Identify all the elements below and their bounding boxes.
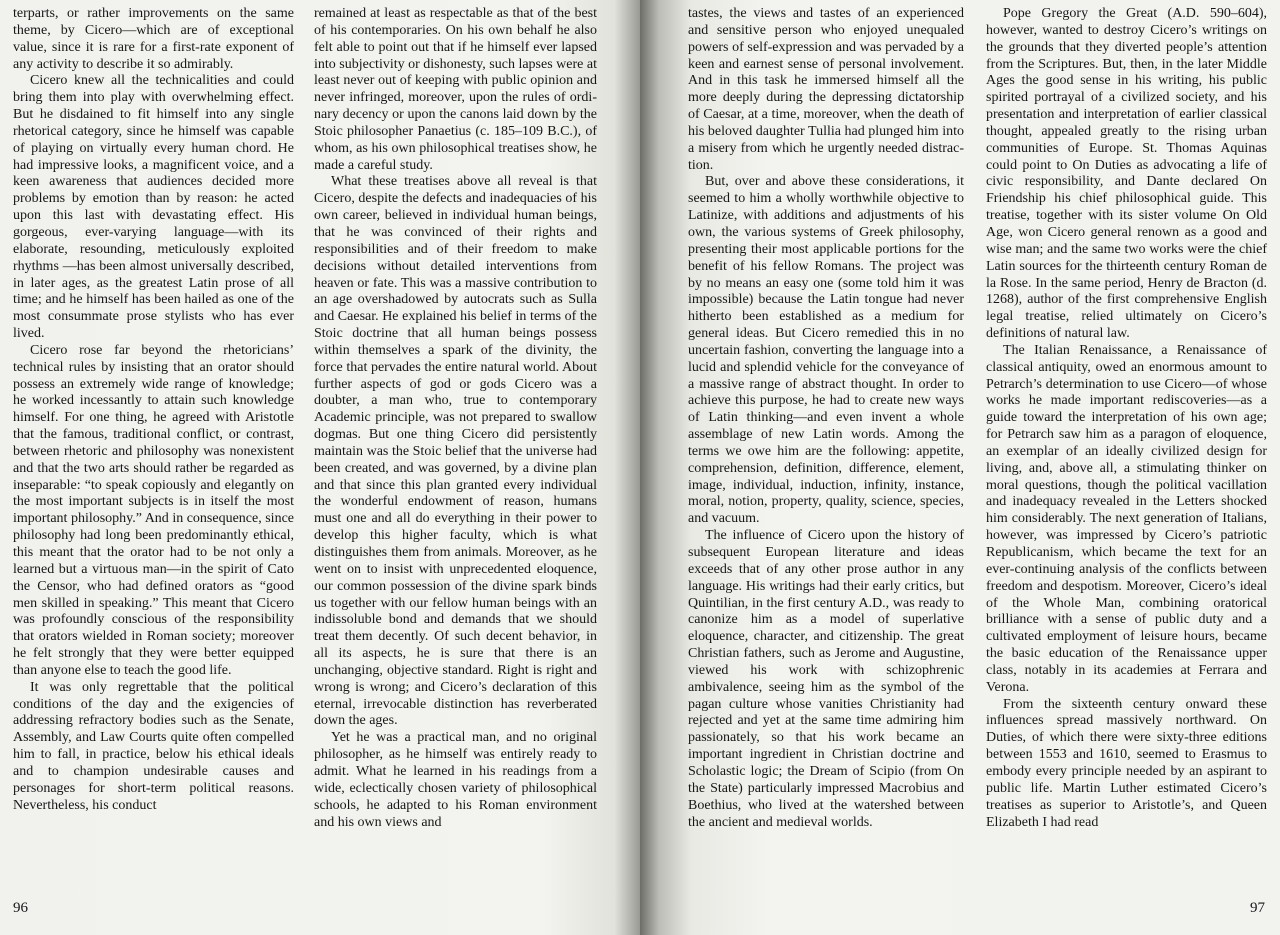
right-page-column-3 [688,6,964,831]
page-number-left: 96 [13,900,28,916]
paragraph: remained at least as respectable as that of the best of his contemporaries. On his own behalf he also felt able to point out that if he himself ever lapsed into subjectivity or dishonesty, such lapses were at least never out of keeping with public opinion and never infringed, moreover, upon the rules of ordinary decency or upon the canons laid down by the Stoic philosopher Panaetius (c. 185–109 B.C.), of whom, as his own philosophical treatises show, he made a careful study. [314,6,597,173]
page-number-right: 97 [1250,900,1265,916]
paragraph: The Italian Renaissance, a Renaissance of classical antiquity, owed an enormous amount to Petrarch’s determination to use Cicero—of whose works he made important rediscoveries—as a guide toward the interpretation of his own age; for Petrarch saw him as a paragon of eloquence, an exemplar of an ideally civilized design for living, and, above all, a stimulating thinker on moral questions, though the political vacillation and inadequacy revealed in the Letters shocked him considerably. The next generation of Italians, however, was impressed by Cicero’s patriotic Republicanism, which became the text for an ever-continuing analysis of the conflicts between freedom and despotism. Moreover, Cicero’s ideal of the Whole Man, combining oratorical brilliance with a sense of public duty and a cultivated employment of leisure hours, became the basic education of the Renaissance upper class, notably in its academies at Ferrara and Verona. [986,342,1267,695]
paragraph: tastes, the views and tastes of an experienced and sensitive person who enjoyed unequaled powers of self-expression and was pervaded by a keen and earnest sense of personal involvement. And in this task he immersed himself all the more deeply during the depressing dictatorship of Caesar, at a time, moreover, when the death of his beloved daughter Tullia had plunged him into a misery from which he urgently needed distraction. [688,6,964,173]
paragraph: The influence of Cicero upon the history of subsequent European literature and ideas exceeds that of any other prose author in any language. His writings had their early critics, but Quintilian, in the first century A.D., was ready to canonize him as a model of superlative eloquence, character, and citizenship. The great Christian fathers, such as Jerome and Augustine, viewed his work with schizophrenic ambivalence, seeing him as the symbol of the pagan culture whose vanities Christianity had rejected and yet at the same time admiring him passionately, so that his work became an important ingredient in Christian doctrine and Scholastic logic; the Dream of Scipio (from On the State) particularly impressed Macrobius and Boethius, who lived at the watershed between the ancient and medieval worlds. [688,528,964,830]
paragraph: Cicero rose far beyond the rhetoricians’ technical rules by insisting that an orator should possess an extremely wide range of knowledge; he worked incessantly to attain such knowledge himself. For one thing, he agreed with Aristotle that the famous, traditional conflict, or contrast, between rhetoric and philosophy was nonexistent and that the two arts should rather be regarded as inseparable: “to speak copiously and elegantly on the most important subjects is in itself the most important philosophy.” And in consequence, since philosophy had long been predominantly ethical, this meant that the orator had to be not only a learned but a virtuous man—in the spirit of Cato the Censor, who had defined orators as “good men skilled in speaking.” This meant that Cicero was profoundly conscious of the responsibility that orators wielded in Roman society; moreover he felt strongly that they were better equipped than anyone else to teach the good life. [13,342,294,678]
paragraph: What these treatises above all reveal is that Cicero, despite the defects and inadequacies of his own career, believed in individual human beings, that he was convinced of their rights and responsibilities and of their freedom to make decisions without detailed interventions from heaven or fate. This was a massive contribution to an age overshadowed by autocrats such as Sulla and Caesar. He explained his belief in terms of the Stoic doctrine that all human beings possess within themselves a spark of the divinity, the force that pervades the entire natural world. About further aspects of god or gods Cicero was a doubter, a man who, true to contemporary Academic principle, was not prepared to swallow dogmas. But one thing Cicero did persistently maintain was the Stoic belief that the universe had been created, and was governed, by a divine plan and that since this plan granted every individual the wonderful endowment of reason, humans must one and all do everything in their power to develop this higher faculty, which is what distinguishes them from animals. Moreover, as he went on to insist with unprecedented eloquence, our common possession of the divine spark binds us together with our fellow human beings with an indissoluble bond and demands that we should treat them decently. Of such decent behavior, in all its aspects, he is sure that there is an unchanging, objective standard. Right is right and wrong is wrong; and Cicero’s declaration of this eternal, irrevocable distinction has reverberated down the ages. [314,174,597,729]
paragraph: Cicero knew all the technicalities and could bring them into play with overwhelming effect. But he disdained to fit himself into any single rhetorical category, since he himself was capable of playing on virtually every human chord. He had impressive looks, a magnificent voice, and a keen awareness that audiences decided more problems by emotion than by reason: he acted upon this last with devastating effect. His gorgeous, ever-varying language—with its elaborate, resounding, meticulously exploited rhythms —has been almost universally described, in later ages, as the greatest Latin prose of all time; and he himself has been hailed as one of the most consummate prose stylists who has ever lived. [13,73,294,342]
paragraph: But, over and above these considerations, it seemed to him a wholly worthwhile objective to Latinize, with additions and adjustments of his own, the various systems of Greek philosophy, presenting their most applicable portions for the benefit of his fellow Romans. The project was by no means an easy one (some told him it was impossible) because the Latin tongue had never hitherto been established as a medium for general ideas. But Cicero remedied this in no uncertain fashion, converting the language into a lucid and splendid vehicle for the conveyance of a massive range of abstract thought. In order to achieve this purpose, he had to create new ways of Latin thinking—and even invent a whole assemblage of new Latin words. Among the terms we owe him are the following: appetite, comprehension, definition, difference, element, image, individual, induction, infinity, instance, moral, notion, property, quality, science, species, and vacuum. [688,174,964,527]
paragraph: Pope Gregory the Great (A.D. 590–604), however, wanted to destroy Cicero’s writings on the grounds that they diverted people’s attention from the Scriptures. But, then, in the later Middle Ages the good sense in his writing, his public spirited portrayal of a civilized society, and his presentation and interpretation of earlier classical thought, appealed greatly to the rising urban communities of Europe. St. Thomas Aquinas could point to On Duties as advocating a life of civic responsibility, and Dante declared On Friendship his chief philosophical guide. This treatise, together with its sister volume On Old Age, won Cicero general renown as a good and wise man; and the same two works were the chief Latin sources for the thirteenth century Roman de la Rose. In the same period, Henry de Bracton (d. 1268), author of the first comprehensive English legal treatise, relied ultimately on Cicero’s definitions of natural law. [986,6,1267,342]
paragraph: terparts, or rather improvements on the same theme, by Cicero—which are of exceptional value, since it is rare for a first-rate exponent of any activity to describe it so admirably. [13,6,294,72]
left-page-column-1 [13,6,294,815]
paragraph: Yet he was a practical man, and no original philosopher, as he himself was entirely ready to admit. What he learned in his readings from a wide, eclectically chosen variety of philosophical schools, he adapted to his Roman environment and his own views and [314,730,597,830]
paragraph: It was only regrettable that the political conditions of the day and the exigencies of addressing refractory bodies such as the Senate, Assembly, and Law Courts quite often compelled him to fall, in practice, below his ethical ideals and to champion undesirable causes and personages for short-term political reasons. Nevertheless, his conduct [13,679,294,813]
left-page-column-2 [314,6,597,831]
right-page-column-4 [986,6,1267,831]
paragraph: From the sixteenth century onward these influences spread massively northward. On Duties, of which there were sixty-three editions between 1553 and 1610, seemed to Erasmus to embody every principle needed by an aspirant to public life. Martin Luther estimated Cicero’s treatises as superior to Aristotle’s, and Queen Elizabeth I had read [986,696,1267,830]
